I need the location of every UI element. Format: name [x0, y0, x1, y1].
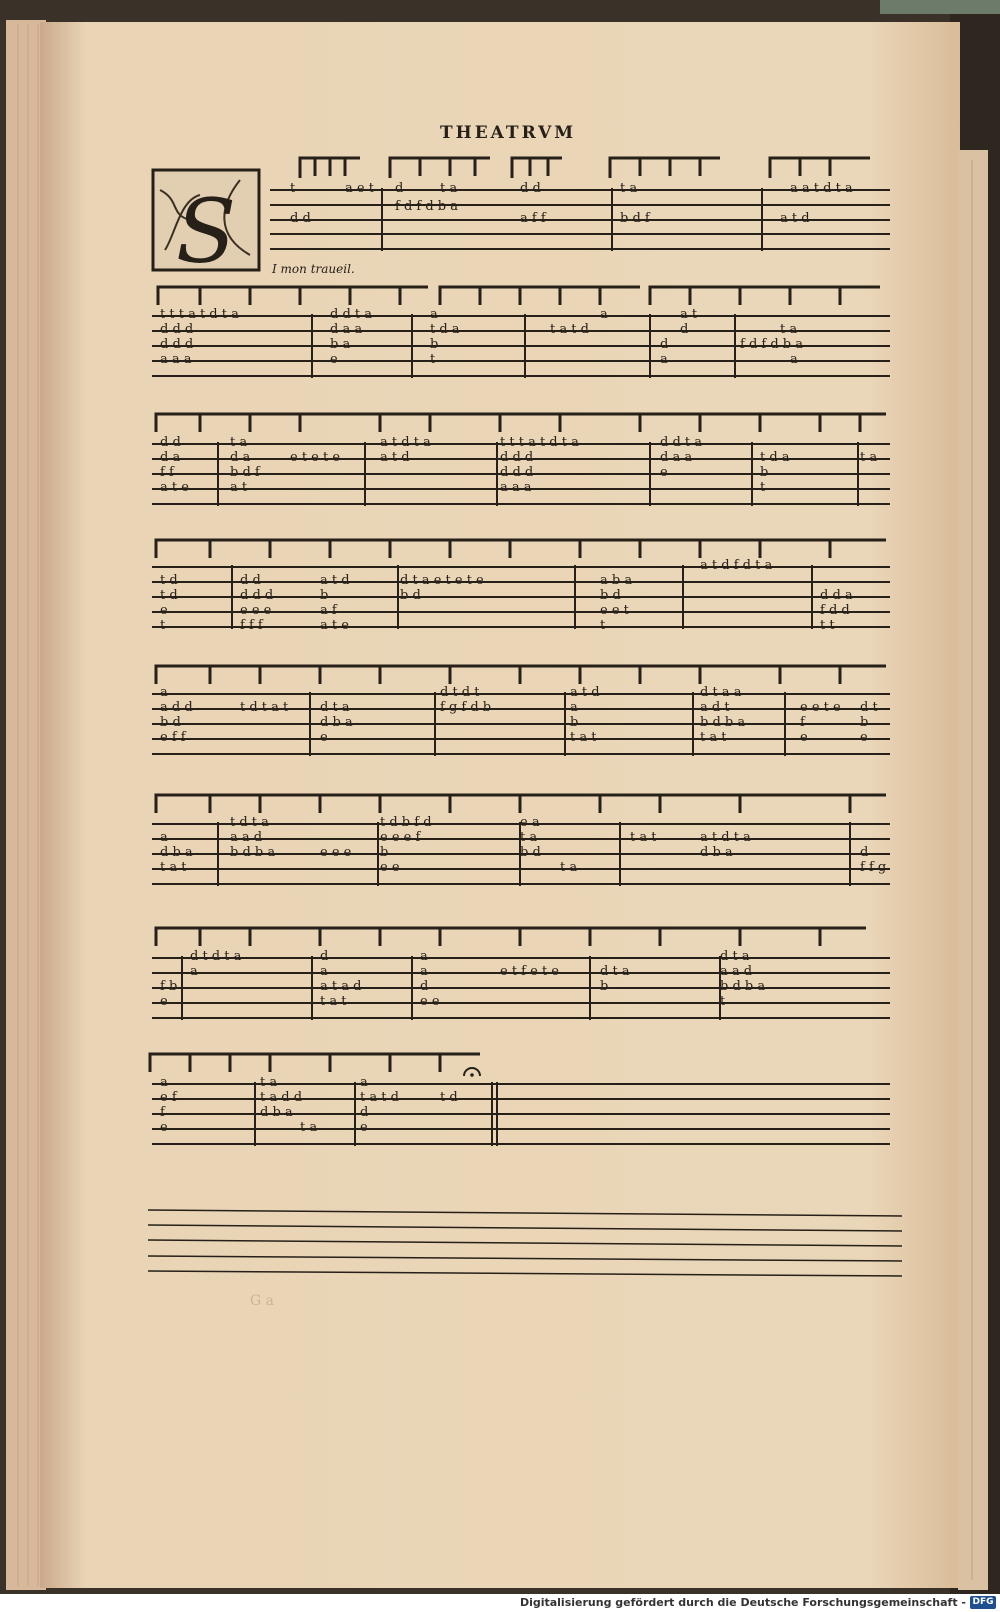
svg-text:t a: t a [440, 181, 458, 196]
svg-text:t a t d: t a t d [360, 1090, 399, 1105]
svg-text:a: a [190, 964, 198, 979]
svg-text:f g f d b: f g f d b [440, 700, 492, 715]
svg-text:e e e: e e e [240, 603, 272, 618]
svg-text:d d: d d [160, 435, 181, 450]
song-incipit: I mon traueil. [272, 262, 355, 276]
page-title: THEATRVM [440, 123, 577, 143]
svg-text:b d f: b d f [230, 465, 260, 480]
svg-text:b d b a: b d b a [720, 979, 766, 994]
svg-text:t a: t a [520, 830, 538, 845]
svg-text:a: a [320, 964, 328, 979]
svg-text:d t d t a: d t d t a [190, 949, 242, 964]
svg-text:a t d t a: a t d t a [700, 830, 751, 845]
svg-text:d d d: d d d [500, 465, 534, 480]
svg-text:t a d d: t a d d [260, 1090, 303, 1105]
svg-text:a t d: a t d [570, 685, 600, 700]
svg-text:f d f d b a: f d f d b a [740, 337, 804, 352]
svg-text:a: a [790, 352, 798, 367]
svg-text:e f f: e f f [160, 730, 186, 745]
svg-text:t a: t a [230, 435, 248, 450]
svg-text:t: t [600, 618, 606, 633]
svg-text:d a: d a [230, 450, 251, 465]
svg-text:d: d [660, 337, 669, 352]
svg-text:d: d [320, 949, 329, 964]
svg-text:e: e [860, 730, 868, 745]
svg-text:d: d [420, 979, 429, 994]
svg-text:b: b [860, 715, 869, 730]
svg-text:t a: t a [260, 1075, 278, 1090]
svg-text:e t e t e: e t e t e [290, 450, 341, 465]
svg-text:e a: e a [520, 815, 540, 830]
svg-text:d d d: d d d [240, 588, 274, 603]
svg-text:t a: t a [860, 450, 878, 465]
svg-text:a t e: a t e [160, 480, 189, 495]
svg-text:d t a: d t a [720, 949, 750, 964]
svg-text:b d b a: b d b a [230, 845, 276, 860]
svg-text:d d: d d [240, 573, 261, 588]
svg-text:a t d: a t d [780, 211, 810, 226]
svg-text:d d: d d [290, 211, 311, 226]
svg-text:t d t a t: t d t a t [240, 700, 289, 715]
svg-text:e: e [320, 730, 328, 745]
svg-text:t: t [430, 352, 436, 367]
svg-text:t d: t d [440, 1090, 458, 1105]
svg-text:b: b [570, 715, 579, 730]
svg-text:a t e: a t e [320, 618, 349, 633]
svg-text:d b a: d b a [160, 845, 193, 860]
svg-text:a: a [420, 949, 428, 964]
svg-text:b: b [600, 979, 609, 994]
svg-text:t: t [290, 181, 296, 196]
svg-text:d d d: d d d [160, 322, 194, 337]
svg-text:f: f [800, 715, 805, 730]
svg-text:e e e: e e e [320, 845, 352, 860]
svg-text:a e t: a e t [345, 181, 374, 196]
svg-text:d: d [680, 322, 689, 337]
svg-text:a d t: a d t [700, 700, 730, 715]
svg-text:t a t: t a t [160, 860, 187, 875]
svg-text:S: S [175, 180, 237, 283]
svg-text:t a t d: t a t d [550, 322, 589, 337]
svg-text:t a: t a [300, 1120, 318, 1135]
svg-text:t: t [720, 994, 726, 1009]
svg-text:t: t [760, 480, 766, 495]
svg-text:a: a [600, 307, 608, 322]
svg-text:a b a: a b a [600, 573, 633, 588]
svg-text:e: e [330, 352, 338, 367]
svg-text:e t f e t e: e t f e t e [500, 964, 560, 979]
svg-text:f d d: f d d [820, 603, 850, 618]
svg-text:f b: f b [160, 979, 178, 994]
svg-text:e e t: e e t [600, 603, 629, 618]
svg-text:e: e [160, 603, 168, 618]
svg-text:d a a: d a a [330, 322, 363, 337]
svg-text:t a: t a [780, 322, 798, 337]
svg-text:b d: b d [160, 715, 181, 730]
svg-text:t d a: t d a [760, 450, 790, 465]
svg-text:b a: b a [330, 337, 351, 352]
digitization-credit: Digitalisierung gefördert durch die Deutsche Forschungsgemeinschaft - [519, 1596, 966, 1609]
svg-text:e e: e e [420, 994, 440, 1009]
svg-text:d t a e t e t e: d t a e t e t e [400, 573, 484, 588]
svg-text:b d f: b d f [620, 211, 650, 226]
svg-text:a: a [160, 1075, 168, 1090]
svg-text:t a t: t a t [700, 730, 727, 745]
svg-text:t a t: t a t [320, 994, 347, 1009]
svg-text:d d t a: d d t a [330, 307, 373, 322]
svg-text:t a t: t a t [630, 830, 657, 845]
svg-text:a a t d t a: a a t d t a [790, 181, 853, 196]
svg-text:a a a: a a a [160, 352, 192, 367]
svg-text:t: t [160, 618, 166, 633]
svg-text:a t d t a: a t d t a [380, 435, 431, 450]
svg-text:t d b f d: t d b f d [380, 815, 432, 830]
svg-text:a a d: a a d [720, 964, 753, 979]
svg-text:f f: f f [160, 465, 174, 480]
svg-text:e f: e f [160, 1090, 177, 1105]
svg-text:d a a: d a a [660, 450, 693, 465]
svg-text:t d a: t d a [430, 322, 460, 337]
svg-text:d b a: d b a [700, 845, 733, 860]
svg-text:d t a: d t a [320, 700, 350, 715]
svg-text:t a: t a [620, 181, 638, 196]
svg-text:d b a: d b a [260, 1105, 293, 1120]
svg-text:e e: e e [380, 860, 400, 875]
svg-text:b d: b d [520, 845, 541, 860]
svg-text:t d: t d [160, 573, 178, 588]
svg-text:f d f d b a: f d f d b a [395, 199, 459, 214]
svg-text:d d d: d d d [500, 450, 534, 465]
svg-text:a d d: a d d [160, 700, 193, 715]
svg-text:a a a: a a a [500, 480, 532, 495]
svg-text:d b a: d b a [320, 715, 353, 730]
svg-text:d t a: d t a [600, 964, 630, 979]
svg-text:a t d: a t d [320, 573, 350, 588]
svg-text:f f f: f f f [240, 618, 263, 633]
svg-text:d d t a: d d t a [660, 435, 703, 450]
svg-text:a t d f d t a: a t d f d t a [700, 558, 773, 573]
svg-text:d d: d d [520, 181, 541, 196]
svg-text:e: e [660, 465, 668, 480]
svg-text:f f g: f f g [860, 860, 887, 875]
svg-text:e: e [160, 994, 168, 1009]
facing-page-edge [958, 150, 988, 1590]
svg-text:b d b a: b d b a [700, 715, 746, 730]
svg-text:e: e [800, 730, 808, 745]
svg-text:b: b [430, 337, 439, 352]
svg-text:a: a [430, 307, 438, 322]
svg-text:a: a [160, 830, 168, 845]
svg-text:a f: a f [320, 603, 337, 618]
svg-text:a a d: a a d [230, 830, 263, 845]
svg-text:e e t e: e e t e [800, 700, 841, 715]
svg-text:d t: d t [860, 700, 878, 715]
svg-text:b: b [380, 845, 389, 860]
svg-text:f: f [160, 1105, 165, 1120]
svg-text:d: d [360, 1105, 369, 1120]
svg-text:a: a [160, 685, 168, 700]
svg-text:a f f: a f f [520, 211, 546, 226]
svg-text:b: b [760, 465, 769, 480]
svg-text:d: d [395, 181, 404, 196]
svg-text:a: a [660, 352, 668, 367]
svg-text:d: d [860, 845, 869, 860]
initial-s [153, 170, 259, 283]
svg-text:a: a [360, 1075, 368, 1090]
svg-text:d a: d a [160, 450, 181, 465]
svg-text:t a t: t a t [570, 730, 597, 745]
svg-text:d d a: d d a [820, 588, 853, 603]
svg-text:a t: a t [230, 480, 248, 495]
svg-text:t t t a t d t a: t t t a t d t a [500, 435, 579, 450]
faint-mark: G a [250, 1293, 274, 1309]
svg-text:a t: a t [680, 307, 698, 322]
svg-text:b d: b d [600, 588, 621, 603]
svg-text:a: a [570, 700, 578, 715]
svg-text:t d t a: t d t a [230, 815, 269, 830]
svg-text:b: b [320, 588, 329, 603]
svg-text:t t: t t [820, 618, 835, 633]
svg-text:a: a [420, 964, 428, 979]
svg-text:t a: t a [560, 860, 578, 875]
dfg-logo: DFG [970, 1596, 996, 1609]
svg-text:a t a d: a t a d [320, 979, 362, 994]
svg-text:d t a a: d t a a [700, 685, 742, 700]
svg-text:d t d t: d t d t [440, 685, 480, 700]
svg-text:b d: b d [400, 588, 421, 603]
svg-text:e e e f: e e e f [380, 830, 421, 845]
svg-text:e: e [160, 1120, 168, 1135]
svg-text:a t d: a t d [380, 450, 410, 465]
svg-text:t t t a t d t a: t t t a t d t a [160, 307, 239, 322]
svg-text:d d d: d d d [160, 337, 194, 352]
svg-text:e: e [360, 1120, 368, 1135]
svg-text:t d: t d [160, 588, 178, 603]
